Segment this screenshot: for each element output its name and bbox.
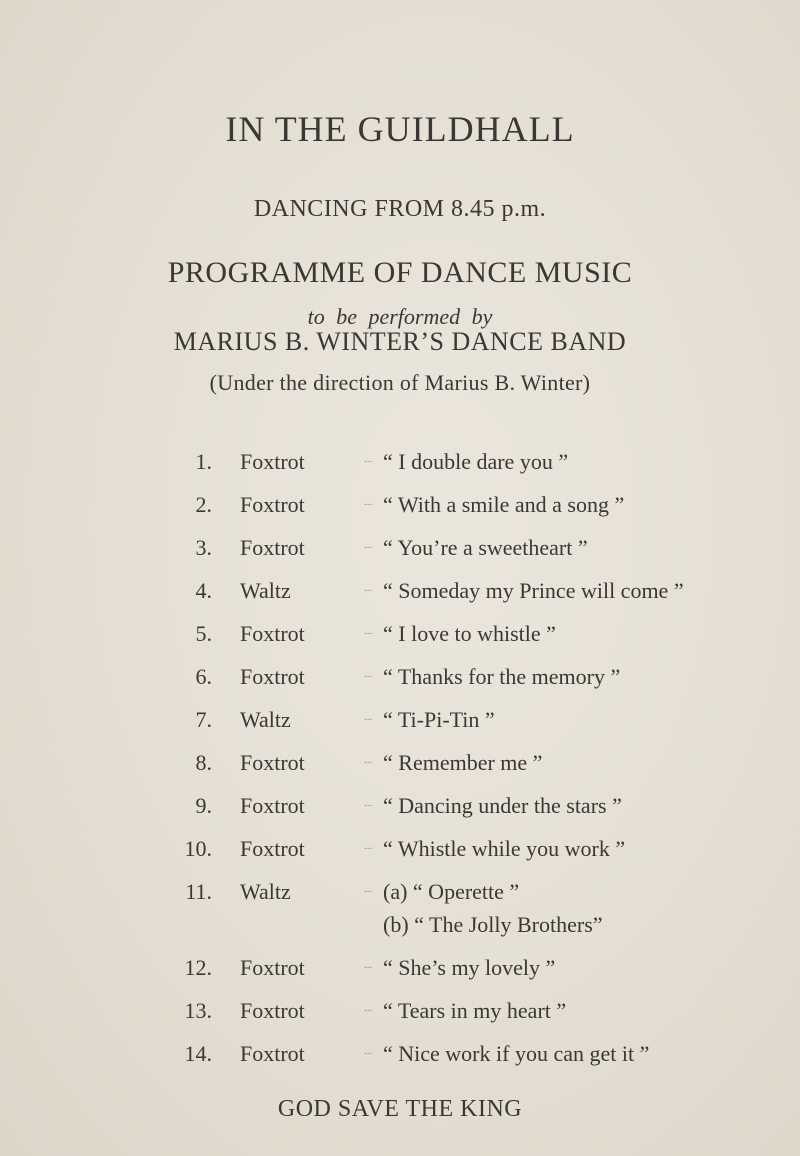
dance-number: 9. (195, 793, 212, 818)
direction-line: (Under the direction of Marius B. Winter) (209, 370, 591, 395)
dance-row (0, 621, 800, 651)
venue-heading: IN THE GUILDHALL (225, 109, 575, 149)
dance-type: Foxtrot (240, 1041, 305, 1066)
song-title: “ I love to whistle ” (383, 621, 556, 646)
dance-number: 7. (195, 707, 212, 732)
dance-row (0, 707, 800, 737)
dance-row (0, 578, 800, 608)
dance-type: Foxtrot (240, 664, 305, 689)
dance-row (0, 998, 800, 1028)
leader-dots: ... (364, 496, 373, 508)
leader-dots: ... (364, 539, 373, 551)
dance-type: Foxtrot (240, 836, 305, 861)
dance-row (0, 955, 800, 985)
dance-type: Foxtrot (240, 750, 305, 775)
dance-type: Foxtrot (240, 998, 305, 1023)
dance-number: 11. (185, 879, 212, 904)
song-title: “ With a smile and a song ” (383, 492, 625, 517)
dance-row (0, 836, 800, 866)
dance-number: 14. (184, 1041, 212, 1066)
dance-number: 13. (184, 998, 212, 1023)
performed-by-line: to be performed by (307, 304, 493, 329)
song-title-second: (b) “ The Jolly Brothers” (383, 912, 603, 937)
song-title: “ Thanks for the memory ” (383, 664, 621, 689)
band-name: MARIUS B. WINTER’S DANCE BAND (173, 327, 627, 356)
dance-type: Waltz (240, 879, 291, 904)
leader-dots: ... (364, 668, 373, 680)
leader-dots: ... (364, 1045, 373, 1057)
song-title: “ Dancing under the stars ” (383, 793, 622, 818)
leader-dots: ... (364, 754, 373, 766)
song-title: (a) “ Operette ” (383, 879, 520, 904)
dance-number: 1. (195, 449, 212, 474)
dance-row (0, 492, 800, 522)
leader-dots: ... (364, 840, 373, 852)
song-title: “ Ti-Pi-Tin ” (383, 707, 495, 732)
dance-number: 10. (184, 836, 212, 861)
leader-dots: ... (364, 625, 373, 637)
dance-type: Foxtrot (240, 621, 305, 646)
song-title: “ I double dare you ” (383, 449, 569, 474)
closing-line: GOD SAVE THE KING (277, 1096, 523, 1122)
dance-number: 4. (195, 578, 212, 603)
dance-row (0, 449, 800, 479)
dance-row (0, 664, 800, 694)
song-title: “ You’re a sweetheart ” (383, 535, 588, 560)
leader-dots: ... (364, 959, 373, 971)
song-title: “ Remember me ” (383, 750, 543, 775)
song-title: “ Tears in my heart ” (383, 998, 567, 1023)
dance-type: Waltz (240, 578, 291, 603)
dance-type: Foxtrot (240, 449, 305, 474)
song-title: “ Whistle while you work ” (383, 836, 626, 861)
leader-dots: ... (364, 582, 373, 594)
leader-dots: ... (364, 797, 373, 809)
leader-dots: ... (364, 1002, 373, 1014)
programme-heading: PROGRAMME OF DANCE MUSIC (167, 256, 633, 289)
song-title: “ Nice work if you can get it ” (383, 1041, 650, 1066)
dance-number: 12. (184, 955, 212, 980)
dance-type: Foxtrot (240, 535, 305, 560)
dance-type: Foxtrot (240, 955, 305, 980)
dance-row (0, 750, 800, 780)
dance-number: 2. (195, 492, 212, 517)
dance-type: Waltz (240, 707, 291, 732)
dance-row (0, 1041, 800, 1071)
song-title: “ Someday my Prince will come ” (383, 578, 684, 603)
leader-dots: ... (364, 711, 373, 723)
leader-dots: ... (364, 883, 373, 895)
dance-number: 6. (195, 664, 212, 689)
leader-dots: ... (364, 453, 373, 465)
dance-row (0, 793, 800, 823)
dance-number: 8. (195, 750, 212, 775)
dancing-time: DANCING FROM 8.45 p.m. (253, 196, 547, 222)
dance-type: Foxtrot (240, 793, 305, 818)
dance-number: 3. (195, 535, 212, 560)
song-title: “ She’s my lovely ” (383, 955, 556, 980)
dance-row (0, 535, 800, 565)
dance-type: Foxtrot (240, 492, 305, 517)
dance-number: 5. (195, 621, 212, 646)
dance-row (0, 879, 800, 937)
